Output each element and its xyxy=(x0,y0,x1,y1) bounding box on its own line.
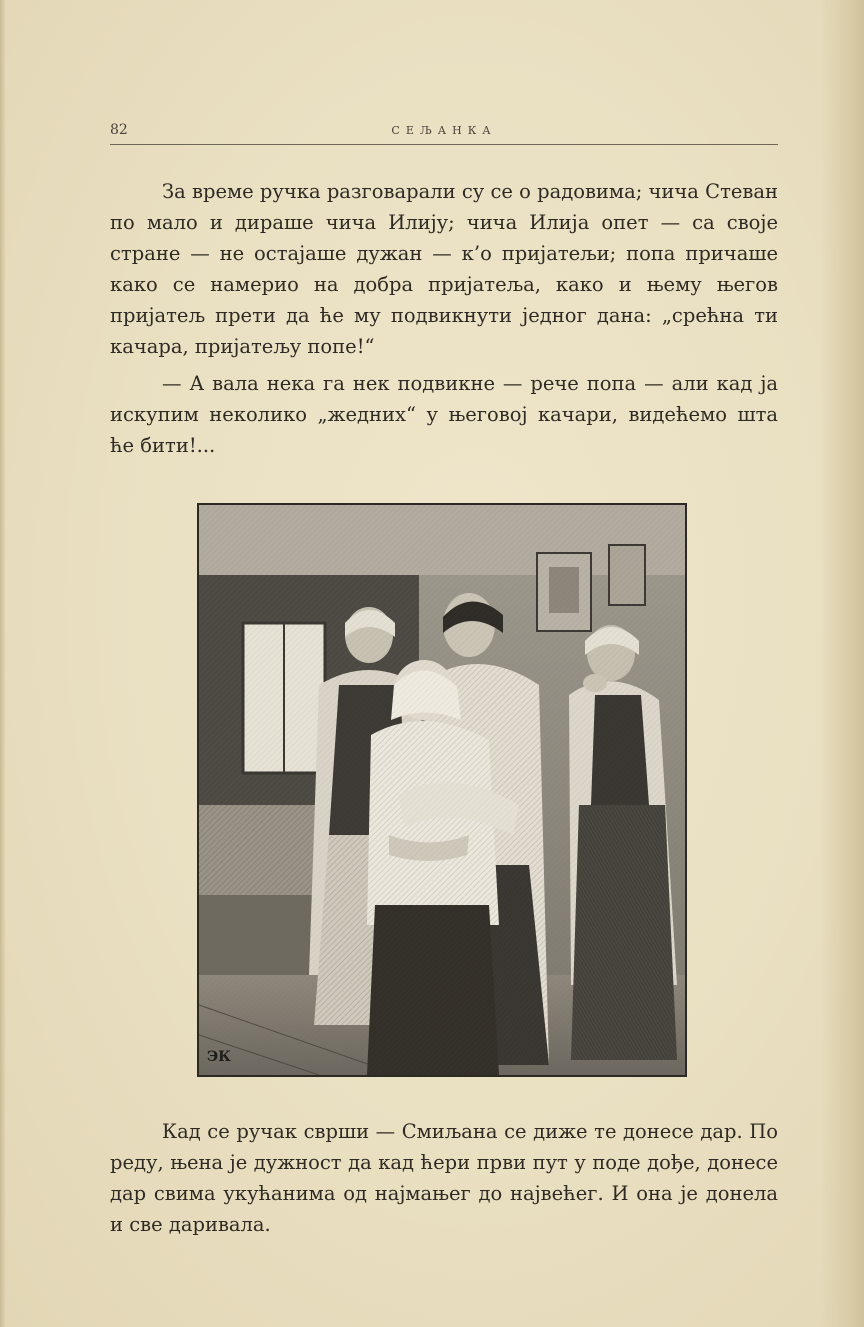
page-number: 82 xyxy=(110,122,128,138)
page-edge-shadow xyxy=(0,0,6,1327)
engraving-illustration xyxy=(197,503,687,1077)
paragraph-2: — А вала нека га нек подвикне — рече попа — али кад ја искупим неколико „жедних“ у његовој качари, видећемо шта ће бити!... xyxy=(110,372,778,457)
paragraph-1: За време ручка разговарали су се о радовима; чича Стеван по мало и дираше чича Илију; чича Илија опет — са своје стране — не остајаше дужан — к’о пријатељи; попа причаше како се намерио на добра пријатеља, како и њему његов пријатељ прети да ће му подвикнути једног дана: „срећна ти качара, пријатељу попе!“ xyxy=(110,180,778,358)
running-title: СЕЉАНКА xyxy=(391,124,497,137)
illustrator-monogram: ЭК xyxy=(207,1049,231,1065)
paragraph-block xyxy=(110,368,778,461)
page-edge-shadow-right xyxy=(820,0,864,1327)
paragraph-3: Кад се ручак сврши — Смиљана се диже те донесе дар. По реду, њена је дужност да кад ћери први пут у поде дође, донесе дар свима укућанима од најмањег до највећег. И она је донела и све даривала. xyxy=(110,1120,778,1236)
illustration-drawing xyxy=(199,505,685,1075)
paragraph-block xyxy=(110,1116,778,1240)
paragraph-block xyxy=(110,176,778,362)
running-header xyxy=(110,118,778,145)
